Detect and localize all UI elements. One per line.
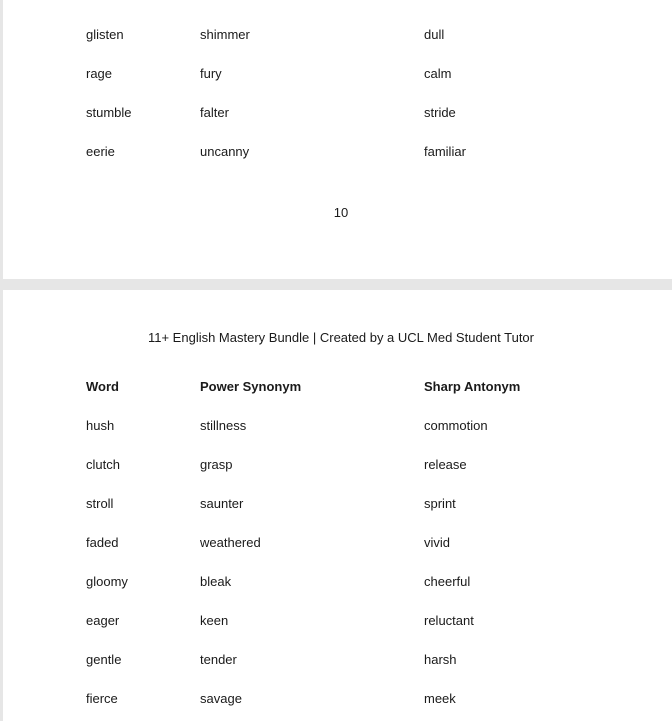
synonym-cell: savage [200, 691, 242, 706]
document-header: 11+ English Mastery Bundle | Created by a UCL Med Student Tutor [147, 330, 534, 345]
column-header-synonym: Power Synonym [200, 379, 302, 394]
page-10 [3, 0, 672, 279]
synonym-cell: keen [200, 613, 229, 628]
antonym-cell: commotion [424, 418, 488, 433]
synonym-cell: falter [200, 105, 229, 120]
table-row [3, 64, 672, 84]
table-row [3, 689, 672, 709]
antonym-cell: calm [424, 66, 452, 81]
word-cell: rage [86, 66, 113, 81]
table-row [3, 650, 672, 670]
table-header-row [3, 377, 672, 397]
synonym-cell: grasp [200, 457, 233, 472]
antonym-cell: release [424, 457, 467, 472]
synonym-cell: tender [200, 652, 237, 667]
word-cell: stroll [86, 496, 114, 511]
word-cell: glisten [86, 27, 124, 42]
page-11 [3, 290, 672, 721]
antonym-cell: sprint [424, 496, 456, 511]
antonym-cell: harsh [424, 652, 457, 667]
word-cell: faded [86, 535, 119, 550]
table-row [3, 142, 672, 162]
synonym-cell: weathered [200, 535, 261, 550]
antonym-cell: cheerful [424, 574, 471, 589]
column-header-word: Word [86, 379, 119, 394]
table-row [3, 533, 672, 553]
table-row [3, 494, 672, 514]
column-header-antonym: Sharp Antonym [424, 379, 521, 394]
synonym-cell: uncanny [200, 144, 250, 159]
word-cell: eager [86, 613, 120, 628]
synonym-cell: saunter [200, 496, 244, 511]
antonym-cell: meek [424, 691, 456, 706]
word-cell: gloomy [86, 574, 128, 589]
table-row [3, 455, 672, 475]
table-row [3, 25, 672, 45]
antonym-cell: vivid [424, 535, 451, 550]
antonym-cell: dull [424, 27, 445, 42]
word-cell: eerie [86, 144, 115, 159]
word-cell: gentle [86, 652, 122, 667]
synonym-cell: bleak [200, 574, 232, 589]
antonym-cell: reluctant [424, 613, 474, 628]
table-row [3, 416, 672, 436]
table-row [3, 572, 672, 592]
synonym-cell: shimmer [200, 27, 250, 42]
word-cell: fierce [86, 691, 118, 706]
page-number: 10 [333, 205, 349, 220]
synonym-cell: fury [200, 66, 222, 81]
table-row [3, 103, 672, 123]
synonym-cell: stillness [200, 418, 247, 433]
table-row [3, 611, 672, 631]
antonym-cell: familiar [424, 144, 466, 159]
word-cell: hush [86, 418, 115, 433]
word-cell: stumble [86, 105, 132, 120]
word-cell: clutch [86, 457, 120, 472]
antonym-cell: stride [424, 105, 456, 120]
